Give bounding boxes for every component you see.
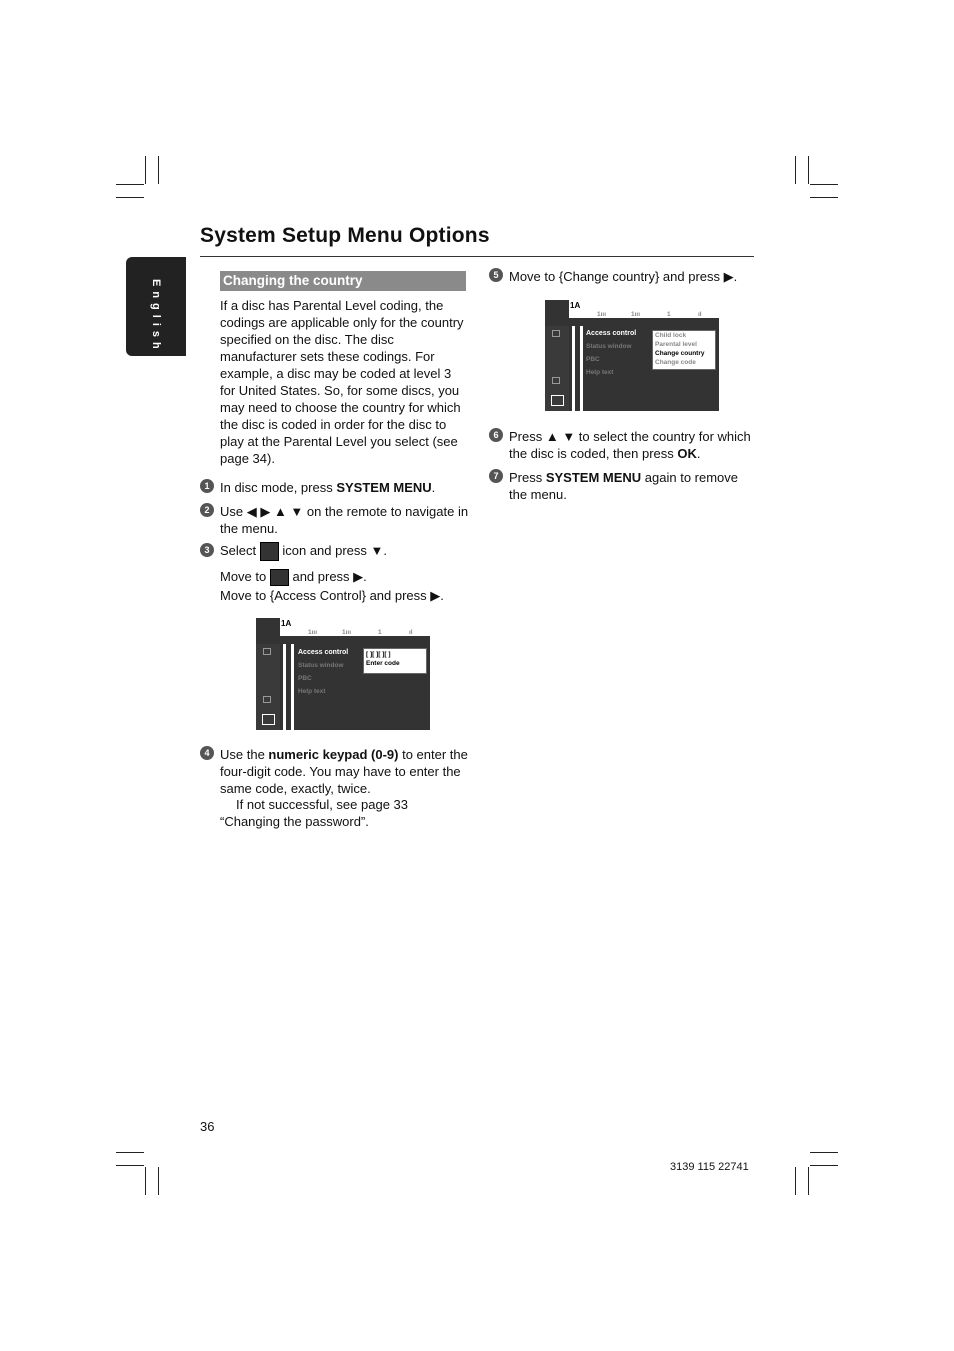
step-4-note: If not successful, see page 33 “Changing the password”. <box>220 797 408 829</box>
section-heading: Changing the country <box>220 271 466 291</box>
step-number: 2 <box>200 503 214 517</box>
page-title: System Setup Menu Options <box>200 224 490 247</box>
language-tab <box>126 257 186 356</box>
step-number: 4 <box>200 746 214 760</box>
step-3: Select icon and press ▼. <box>220 542 470 561</box>
step-3-line-3: Move to {Access Control} and press ▶. <box>220 588 444 603</box>
step-7: Press SYSTEM MENU again to remove the menu. <box>509 470 739 502</box>
step-number: 5 <box>489 268 503 282</box>
step-6: Press ▲ ▼ to select the country for which the disc is coded, then press OK. <box>509 429 751 461</box>
menu-screenshot-access-control: 1A 1ııı 1ııı 1 ıl Access control Status window PBC Help text [ ][ ][ ][ ] Enter code <box>256 618 430 730</box>
language-label: English <box>150 279 162 354</box>
preferences-icon <box>270 569 289 586</box>
title-divider <box>200 256 754 257</box>
step-3-line-2: Move to and press ▶. <box>220 568 470 586</box>
step-number: 3 <box>200 543 214 557</box>
step-number: 1 <box>200 479 214 493</box>
intro-paragraph: If a disc has Parental Level coding, the codings are applicable only for the country specified on the disc. The disc manufacturer sets these codings. For example, a disc may be coded at level 3 for United States. So, for some discs, you may need to choose the country for which the disc is coded in order for the disc to play at the Parental Level you select (see page 34). <box>220 298 464 466</box>
step-2: Use ◀ ▶ ▲ ▼ on the remote to navigate in the menu. <box>220 504 469 536</box>
step-1: In disc mode, press SYSTEM MENU. <box>220 480 436 495</box>
step-5: Move to {Change country} and press ▶. <box>509 269 738 284</box>
setup-tools-icon <box>260 542 279 561</box>
step-number: 6 <box>489 428 503 442</box>
document-code: 3139 115 22741 <box>670 1161 749 1173</box>
step-4: Use the numeric keypad (0-9) to enter the four-digit code. You may have to enter the same code, exactly, twice. <box>220 747 468 796</box>
page-number: 36 <box>200 1119 215 1134</box>
step-number: 7 <box>489 469 503 483</box>
menu-screenshot-change-country: 1A 1ııı 1ııı 1 ıl Access control Status window PBC Help text Child lock Parental level Change country Change code <box>545 300 719 411</box>
